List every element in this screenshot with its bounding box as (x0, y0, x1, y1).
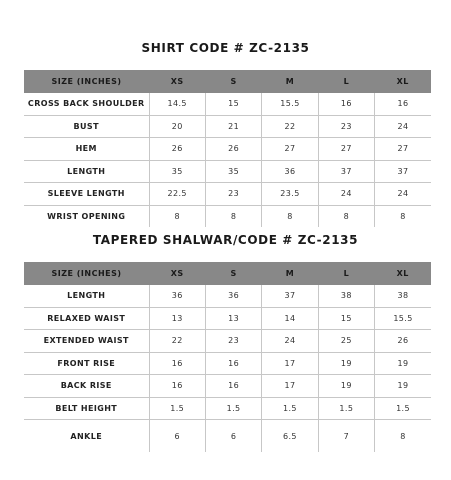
header-xl: XL (375, 262, 431, 285)
row-label: SLEEVE LENGTH (24, 183, 149, 206)
cell-value: 37 (262, 285, 318, 307)
cell-value: 14 (262, 307, 318, 330)
row-label: HEM (24, 138, 149, 161)
header-m: M (262, 70, 318, 93)
cell-value: 1.5 (205, 397, 261, 420)
table-row (24, 352, 431, 375)
row-label: FRONT RISE (24, 352, 149, 375)
cell-value: 7 (318, 420, 374, 453)
table-row (24, 285, 431, 307)
cell-value: 26 (375, 330, 431, 353)
cell-value: 15 (318, 307, 374, 330)
header-size-inches: SIZE (INCHES) (24, 70, 149, 93)
row-label: LENGTH (24, 285, 149, 307)
table-row (24, 138, 431, 161)
table-header-row (24, 70, 431, 93)
cell-value: 13 (149, 307, 205, 330)
header-l: L (318, 70, 374, 93)
table-row (24, 160, 431, 183)
cell-value: 26 (149, 138, 205, 161)
cell-value: 22.5 (149, 183, 205, 206)
cell-value: 16 (149, 352, 205, 375)
cell-value: 17 (262, 375, 318, 398)
cell-value: 16 (205, 352, 261, 375)
cell-value: 21 (205, 115, 261, 138)
cell-value: 8 (262, 205, 318, 227)
cell-value: 36 (262, 160, 318, 183)
header-size-inches: SIZE (INCHES) (24, 262, 149, 285)
cell-value: 35 (149, 160, 205, 183)
cell-value: 25 (318, 330, 374, 353)
cell-value: 16 (149, 375, 205, 398)
table-row (24, 420, 431, 453)
cell-value: 1.5 (262, 397, 318, 420)
cell-value: 1.5 (318, 397, 374, 420)
cell-value: 15 (205, 93, 261, 115)
row-label: CROSS BACK SHOULDER (24, 93, 149, 115)
cell-value: 26 (205, 138, 261, 161)
cell-value: 1.5 (375, 397, 431, 420)
cell-value: 37 (318, 160, 374, 183)
cell-value: 13 (205, 307, 261, 330)
cell-value: 37 (375, 160, 431, 183)
header-xs: XS (149, 70, 205, 93)
cell-value: 22 (262, 115, 318, 138)
cell-value: 23 (205, 330, 261, 353)
cell-value: 8 (205, 205, 261, 227)
row-label: BUST (24, 115, 149, 138)
cell-value: 16 (318, 93, 374, 115)
cell-value: 19 (318, 375, 374, 398)
cell-value: 8 (375, 205, 431, 227)
row-label: BACK RISE (24, 375, 149, 398)
cell-value: 36 (149, 285, 205, 307)
table-row (24, 205, 431, 227)
cell-value: 35 (205, 160, 261, 183)
cell-value: 1.5 (149, 397, 205, 420)
shalwar-size-chart-title: TAPERED SHALWAR/CODE # ZC-2135 (92, 233, 359, 247)
table-row (24, 330, 431, 353)
row-label: LENGTH (24, 160, 149, 183)
cell-value: 8 (318, 205, 374, 227)
cell-value: 38 (318, 285, 374, 307)
table-row (24, 93, 431, 115)
cell-value: 27 (262, 138, 318, 161)
cell-value: 38 (375, 285, 431, 307)
header-s: S (205, 70, 261, 93)
cell-value: 8 (375, 420, 431, 453)
cell-value: 15.5 (262, 93, 318, 115)
header-m: M (262, 262, 318, 285)
table-row (24, 183, 431, 206)
table-row (24, 375, 431, 398)
cell-value: 19 (375, 352, 431, 375)
row-label: RELAXED WAIST (24, 307, 149, 330)
table-row (24, 307, 431, 330)
header-l: L (318, 262, 374, 285)
header-xs: XS (149, 262, 205, 285)
row-label: WRIST OPENING (47, 211, 126, 221)
cell-value: 23.5 (262, 183, 318, 206)
cell-value: 17 (262, 352, 318, 375)
cell-value: 8 (149, 205, 205, 227)
cell-value: 6.5 (262, 420, 318, 453)
cell-value: 15.5 (375, 307, 431, 330)
cell-value: 16 (375, 93, 431, 115)
cell-value: 16 (205, 375, 261, 398)
shalwar-size-table (24, 262, 431, 452)
header-xl: XL (375, 70, 431, 93)
table-row (24, 115, 431, 138)
table-row (24, 397, 431, 420)
cell-value: 36 (205, 285, 261, 307)
header-s: S (205, 262, 261, 285)
cell-value: 19 (318, 352, 374, 375)
row-label: BELT HEIGHT (24, 397, 149, 420)
cell-value: 23 (318, 115, 374, 138)
cell-value: 6 (205, 420, 261, 453)
cell-value: 24 (262, 330, 318, 353)
cell-value: 6 (149, 420, 205, 453)
row-label: EXTENDED WAIST (24, 330, 149, 353)
shirt-size-table (24, 70, 431, 227)
cell-value: 19 (375, 375, 431, 398)
cell-value: 23 (205, 183, 261, 206)
table-header-row (24, 262, 431, 285)
shirt-size-chart-title: SHIRT CODE # ZC-2135 (141, 41, 310, 55)
cell-value: 24 (318, 183, 374, 206)
cell-value: 24 (375, 115, 431, 138)
cell-value: 20 (149, 115, 205, 138)
cell-value: 14.5 (149, 93, 205, 115)
cell-value: 27 (318, 138, 374, 161)
cell-value: 24 (375, 183, 431, 206)
cell-value: 22 (149, 330, 205, 353)
cell-value: 27 (375, 138, 431, 161)
row-label: ANKLE (70, 431, 103, 441)
